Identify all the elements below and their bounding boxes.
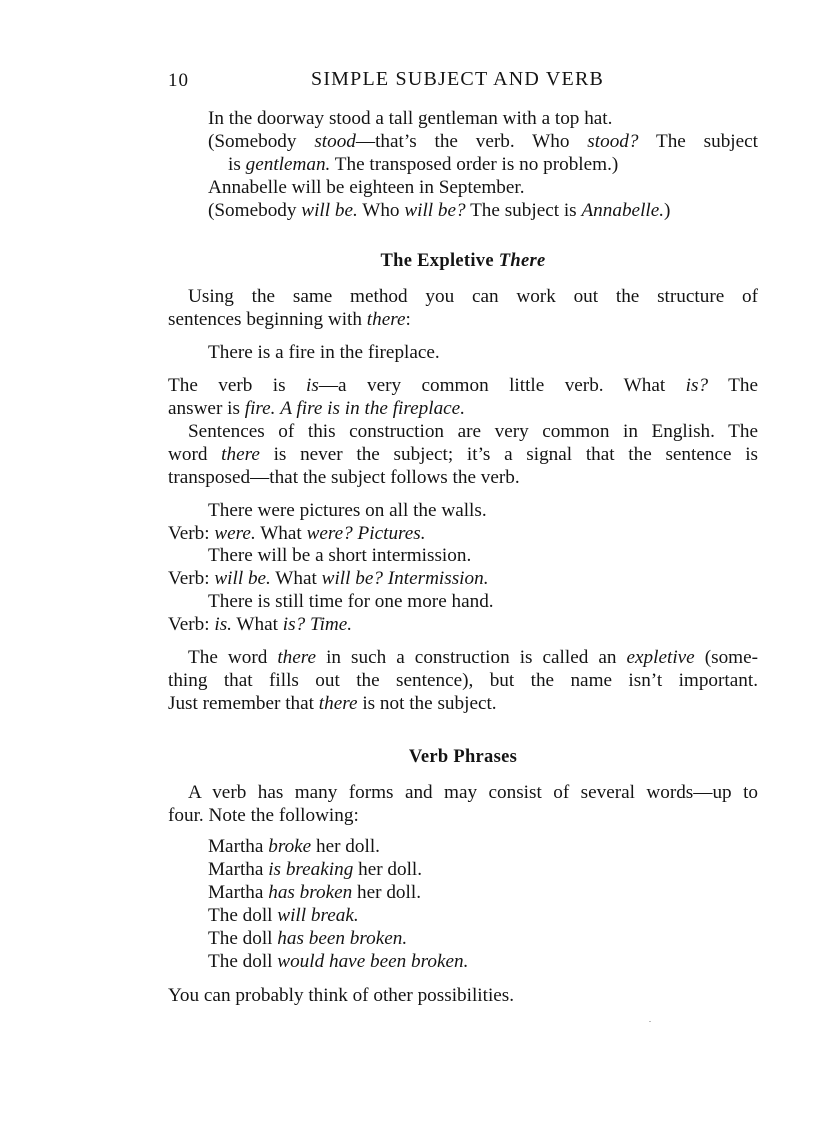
example-sentence: There is a fire in the fireplace.: [208, 342, 440, 363]
example-explanation: (Somebody stood—that’s the verb. Who stood? The subject: [208, 131, 758, 152]
example-explanation: (Somebody will be. Who will be? The subject is Annabelle.): [208, 200, 671, 221]
scan-speck: [649, 1021, 651, 1022]
list-item: Martha is breaking her doll.: [208, 859, 423, 880]
section-heading-verb-phrases: Verb Phrases: [408, 747, 518, 767]
example-sentence: There is still time for one more hand.: [208, 591, 494, 612]
example-explanation-continued: is gentleman. The transposed order is no problem.): [228, 154, 619, 175]
paragraph-line: A verb has many forms and may consist of several words—up to: [188, 782, 758, 803]
paragraph-line: transposed—that the subject follows the verb.: [168, 467, 520, 488]
section-heading-expletive: The Expletive There: [380, 251, 546, 271]
paragraph-line: sentences beginning with there:: [168, 309, 411, 330]
paragraph-line: Just remember that there is not the subject.: [168, 693, 497, 714]
paragraph-line: The verb is is—a very common little verb. What is? The: [168, 375, 758, 396]
list-item: Martha has broken her doll.: [208, 882, 421, 903]
paragraph-line: thing that fills out the sentence), but the name isn’t important.: [168, 670, 758, 691]
example-sentence: In the doorway stood a tall gentleman with a top hat.: [208, 108, 613, 129]
paragraph-line: word there is never the subject; it’s a signal that the sentence is: [168, 444, 758, 465]
example-sentence: Annabelle will be eighteen in September.: [208, 177, 525, 198]
verb-analysis: Verb: were. What were? Pictures.: [168, 523, 426, 544]
paragraph-line: Using the same method you can work out the structure of: [188, 286, 758, 307]
page-number: 10: [168, 70, 189, 91]
paragraph-line: The word there in such a construction is called an expletive (some-: [188, 647, 759, 668]
example-sentence: There will be a short intermission.: [208, 545, 472, 566]
verb-analysis: Verb: is. What is? Time.: [168, 614, 353, 635]
running-head: [168, 68, 758, 96]
list-item: The doll has been broken.: [208, 928, 408, 949]
list-item: Martha broke her doll.: [208, 836, 380, 857]
example-sentence: There were pictures on all the walls.: [208, 500, 487, 521]
running-head-title: SIMPLE SUBJECT AND VERB: [311, 68, 605, 90]
list-item: The doll would have been broken.: [208, 951, 469, 972]
paragraph-line: Sentences of this construction are very common in English. The: [188, 421, 758, 442]
verb-analysis: Verb: will be. What will be? Intermission.: [168, 568, 489, 589]
closing-line: You can probably think of other possibilities.: [168, 985, 515, 1006]
paragraph-line: answer is fire. A fire is in the fireplace.: [168, 398, 466, 419]
paragraph-line: four. Note the following:: [168, 805, 359, 826]
list-item: The doll will break.: [208, 905, 359, 926]
